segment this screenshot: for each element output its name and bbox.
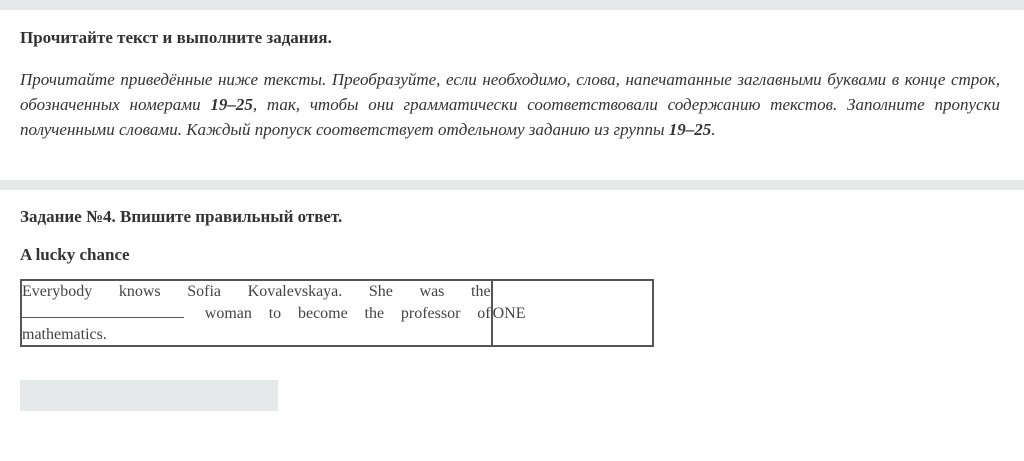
answer-input[interactable] [20,380,278,411]
gap-blank [22,302,184,318]
sentence-before-gap: Everybody knows Sofia Kovalevskaya. She was the [22,283,491,300]
top-divider-band [0,0,1024,10]
instructions-section [0,10,1024,180]
instructions-range-1: 19–25 [210,95,253,114]
instructions-part-3: . [711,120,716,139]
text-title: A lucky chance [20,245,130,264]
instructions-text [20,67,1000,142]
instructions-part-1: Прочитайте приведённые ниже тексты. Преобразуйте, если необходимо, слова, напечатанные заглавными буквами в конце строк, обозначенных номерами [20,70,1000,114]
sentence-cell [21,280,492,346]
task-heading: Задание №4. Впишите правильный ответ. [20,207,343,226]
middle-divider-band [0,180,1024,190]
instructions-part-2: , так, чтобы они грамматически соответствовали содержанию текстов. Заполните пропуски полученными словами. Каждый пропуск соответствует отдельному заданию из группы [20,95,1000,139]
instructions-heading: Прочитайте текст и выполните задания. [20,28,332,47]
instructions-range-2: 19–25 [668,120,712,139]
sentence-after-gap: woman to become the professor of mathematics. [22,305,491,343]
task-table [20,279,654,347]
task-row [21,280,653,346]
task-section [0,190,1024,411]
keyword-cell: ONE [492,280,653,346]
